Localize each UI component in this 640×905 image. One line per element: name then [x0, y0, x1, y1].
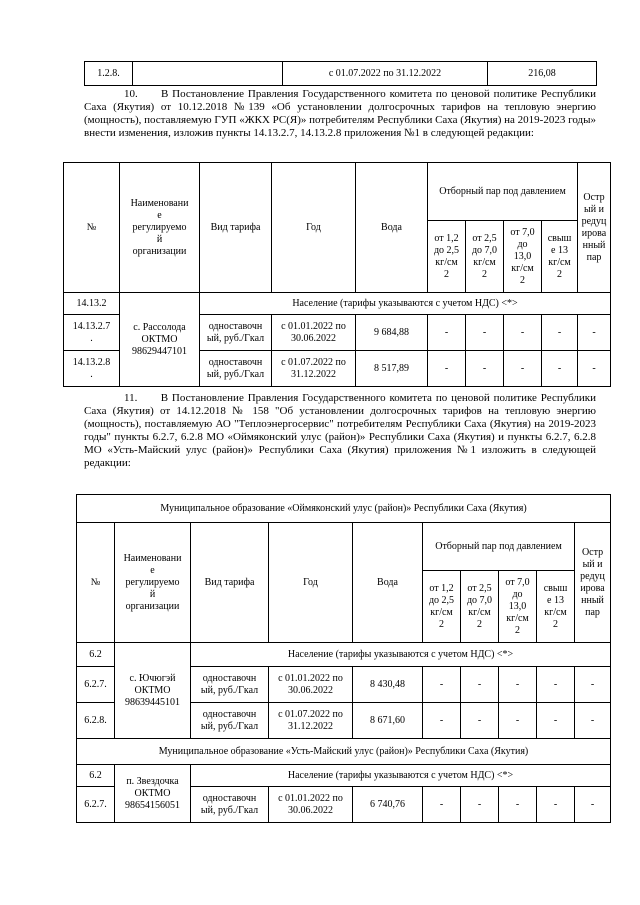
row-cell: - — [578, 351, 611, 387]
header-pressure-2: от 2,5 до 7,0 кг/см 2 — [461, 571, 499, 643]
row-num: 6.2.7. — [77, 667, 115, 703]
paragraph-10-text: 10. В Постановление Правления Государственного комитета по ценовой политике Республики Саха (Якутия) от 10.12.2018 №139 «Об установлении долгосрочных тарифов на тепловую энергию (мощность), поставляемую ГУП «ЖКХ РС(Я)» потребителям Республики Саха (Якутия) на 2019-2023 годы» внести изменения, изложив пункты 14.13.2.7, 14.13.2.8 приложения №1 в следующей редакции: — [84, 88, 596, 139]
header-tariff: Вид тарифа — [191, 523, 269, 643]
row-cell: - — [504, 315, 542, 351]
row-tariff: одноставочн ый, руб./Гкал — [191, 703, 269, 739]
row-cell: - — [542, 315, 578, 351]
row-water: 8 671,60 — [353, 703, 423, 739]
row-water: 9 684,88 — [356, 315, 428, 351]
header-pressure-4: свыш е 13 кг/см 2 — [542, 221, 578, 293]
top-row-blank — [133, 62, 283, 86]
top-row-value: 216,08 — [488, 62, 597, 86]
header-num: № — [77, 523, 115, 643]
section-num: 6.2 — [77, 765, 115, 787]
row-tariff: одноставочн ый, руб./Гкал — [191, 667, 269, 703]
header-pressure-2: от 2,5 до 7,0 кг/см 2 — [466, 221, 504, 293]
row-cell: - — [575, 787, 611, 823]
header-pressure-1: от 1,2 до 2,5 кг/см 2 — [428, 221, 466, 293]
row-water: 8 517,89 — [356, 351, 428, 387]
header-sharp-steam: Остр ый и редуц ирова нный пар — [578, 163, 611, 293]
row-cell: - — [504, 351, 542, 387]
mo-heading-2: Муниципальное образование «Усть-Майский улус (район)» Республики Саха (Якутия) — [77, 739, 611, 765]
top-table-fragment — [84, 61, 597, 86]
row-cell: - — [461, 703, 499, 739]
row-tariff: одноставочн ый, руб./Гкал — [200, 351, 272, 387]
row-period: с 01.07.2022 по 31.12.2022 — [269, 703, 353, 739]
row-cell: - — [575, 703, 611, 739]
section-num: 6.2 — [77, 643, 115, 667]
row-period: с 01.07.2022 по 31.12.2022 — [272, 351, 356, 387]
row-water: 8 430,48 — [353, 667, 423, 703]
header-steam: Отборный пар под давлением — [423, 523, 575, 571]
header-pressure-3: от 7,0 до 13,0 кг/см 2 — [504, 221, 542, 293]
row-period: с 01.01.2022 по 30.06.2022 — [272, 315, 356, 351]
tariff-table-1 — [63, 162, 611, 387]
org-name: с. Рассолода ОКТМО 98629447101 — [120, 293, 200, 387]
header-sharp-steam: Остр ый и редуц ирова нный пар — [575, 523, 611, 643]
row-cell: - — [423, 787, 461, 823]
header-steam: Отборный пар под давлением — [428, 163, 578, 221]
mo-heading-1: Муниципальное образование «Оймяконский улус (район)» Республики Саха (Якутия) — [77, 495, 611, 523]
paragraph-10 — [84, 88, 596, 140]
row-num: 14.13.2.7 . — [64, 315, 120, 351]
row-cell: - — [461, 667, 499, 703]
header-num: № — [64, 163, 120, 293]
row-cell: - — [575, 667, 611, 703]
row-cell: - — [578, 315, 611, 351]
org-name: с. Ючюгэй ОКТМО 98639445101 — [115, 643, 191, 739]
paragraph-11 — [84, 392, 596, 470]
header-tariff: Вид тарифа — [200, 163, 272, 293]
row-num: 14.13.2.8 . — [64, 351, 120, 387]
header-pressure-3: от 7,0 до 13,0 кг/см 2 — [499, 571, 537, 643]
header-water: Вода — [353, 523, 423, 643]
row-cell: - — [537, 787, 575, 823]
row-cell: - — [466, 315, 504, 351]
row-cell: - — [428, 351, 466, 387]
header-year: Год — [269, 523, 353, 643]
section-label: Население (тарифы указываются с учетом НДС) <*> — [200, 293, 611, 315]
top-row-period: с 01.07.2022 по 31.12.2022 — [283, 62, 488, 86]
row-cell: - — [537, 703, 575, 739]
section-num: 14.13.2 — [64, 293, 120, 315]
row-period: с 01.01.2022 по 30.06.2022 — [269, 787, 353, 823]
row-period: с 01.01.2022 по 30.06.2022 — [269, 667, 353, 703]
header-pressure-4: свыш е 13 кг/см 2 — [537, 571, 575, 643]
top-row-num: 1.2.8. — [85, 62, 133, 86]
row-tariff: одноставочн ый, руб./Гкал — [200, 315, 272, 351]
row-cell: - — [423, 703, 461, 739]
row-cell: - — [499, 703, 537, 739]
section-label: Население (тарифы указываются с учетом НДС) <*> — [191, 765, 611, 787]
row-cell: - — [542, 351, 578, 387]
row-cell: - — [461, 787, 499, 823]
row-cell: - — [499, 667, 537, 703]
row-cell: - — [428, 315, 466, 351]
header-org: Наименовани е регулируемо й организации — [120, 163, 200, 293]
header-year: Год — [272, 163, 356, 293]
tariff-table-2 — [76, 494, 611, 823]
row-cell: - — [466, 351, 504, 387]
row-water: 6 740,76 — [353, 787, 423, 823]
row-cell: - — [499, 787, 537, 823]
section-label: Население (тарифы указываются с учетом НДС) <*> — [191, 643, 611, 667]
paragraph-11-text: 11. В Постановление Правления Государственного комитета по ценовой политике Республики Саха (Якутия) от 14.12.2018 № 158 "Об установлении долгосрочных тарифов на тепловую энергию (мощность), поставляемую АО "Теплоэнергосервис" потребителям Республики Саха (Якутия) на 2019-2023 годы" пункты 6.2.7, 6.2.8 МО «Оймяконский улус (район)» Республики Саха (Якутия) и пункты 6.2.7, 6.2.8 МО «Усть-Майский улус (район)» Республики Саха (Якутия) приложения №1 изложить в следующей редакции: — [84, 392, 596, 469]
header-org: Наименовани е регулируемо й организации — [115, 523, 191, 643]
row-num: 6.2.8. — [77, 703, 115, 739]
row-cell: - — [423, 667, 461, 703]
org-name: п. Звездочка ОКТМО 98654156051 — [115, 765, 191, 823]
header-pressure-1: от 1,2 до 2,5 кг/см 2 — [423, 571, 461, 643]
row-num: 6.2.7. — [77, 787, 115, 823]
row-cell: - — [537, 667, 575, 703]
header-water: Вода — [356, 163, 428, 293]
row-tariff: одноставочн ый, руб./Гкал — [191, 787, 269, 823]
